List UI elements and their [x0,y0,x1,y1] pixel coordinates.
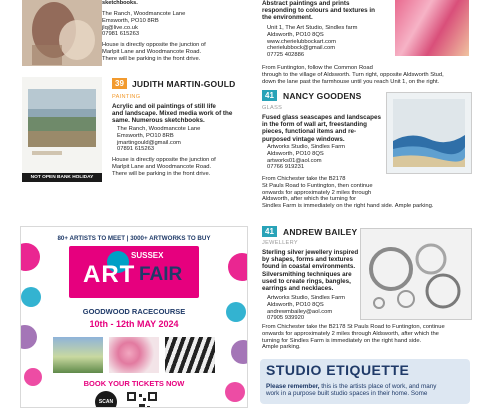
artist-name-nancy: NANCY GOODENS [283,91,362,101]
entry-number-41: 41 [262,226,277,237]
directions-41: From Chichester take the B2178 St Pauls Road to Funtington, continue onwards for approximately 2 miles through Aldsworth, after which the turning for Sindles Farm is immediately on the right hand side. Ample parking. [262,324,445,351]
category-39: PAINTING [112,94,141,100]
prev-desc-tail: sketchbooks. [102,0,138,6]
note-39: House is directly opposite the junction of Marlpit Lane and Woodmancote Road. There will be parking in the front drive. [112,157,216,177]
art-fair-logo: SUSSEX ART FAIR [69,246,199,298]
prev-address: The Ranch, Woodmancote Lane Emsworth, PO10 8RB jlq@live.co.uk 07981 615263 [102,11,186,38]
not-open-banner: NOT OPEN BANK HOLIDAY [22,173,102,182]
address-nancy: Artworks Studio, Sindles Farm Aldsworth, PO10 8QS artworks01@aol.com 07766 919231 [267,144,345,171]
glass-seascape [387,93,471,173]
etiquette-title: STUDIO ETIQUETTE [266,362,410,378]
artwork-photo-prev-2 [395,0,469,56]
directions-nancy: From Chichester take the B2178 St Pauls Road to Funtington, then continue onwards for approximately 2 miles through Aldsworth, after which the turning for Sindles Farm is immediately on the right hand side. Ample parking. [262,176,434,210]
prev-note: House is directly opposite the junction of Marlpit Lane and Woodmancote Road. There will be parking in the front drive. [102,42,206,62]
qr-code-icon[interactable] [125,390,159,408]
landscape-painting [22,77,102,173]
ad-thumbnail-2 [109,337,159,373]
artwork-illustration [22,0,102,66]
artist-name-41: ANDREW BAILEY [283,227,358,237]
prev-directions-2: From Funtington, follow the Common Road through to the village of Aldsworth. Turn right, opposite Aldsworth Stud, down the lane past the farmhouse until you reach Unit 1, on the right. [262,65,444,85]
silver-jewellery [361,229,471,319]
artwork-photo-39 [22,77,102,173]
ad-thumbnail-1 [53,337,103,373]
category-41: JEWELLERY [262,240,298,246]
category-nancy: GLASS [262,105,283,111]
ad-tagline: 80+ ARTISTS TO MEET | 3000+ ARTWORKS TO BUY [57,235,211,242]
description-nancy: Fused glass seascapes and landscapes in the form of wall art, freestanding pieces, functional items and re- purposed vintage windows. [262,114,382,143]
artwork-photo-nancy [386,92,472,174]
address-41: Artworks Studio, Sindles Farm Aldsworth, PO10 8QS andrewmbailey@aol.com 07905 939920 [267,295,345,322]
etiquette-text: Please remember, this is the artists place of work, and many work in a purpose built studio spaces in their home. Some [266,383,437,398]
artist-name-39: JUDITH MARTIN-GOULD [132,79,236,89]
ad-thumbnail-3 [165,337,215,373]
sussex-art-fair-ad [20,226,248,408]
prev-desc-2: Abstract paintings and prints responding to colours and textures in the environment. [262,0,376,22]
entry-number-39: 39 [112,78,127,89]
ad-cta[interactable]: BOOK YOUR TICKETS NOW [83,379,185,388]
prev-address-2: Unit 1, The Art Studio, Sindles farm Aldsworth, PO10 8QS www.cherielubbockart.com cherielubbock@gmail.com 07725 402886 [267,25,358,59]
address-39: The Ranch, Woodmancote Lane Emsworth, PO10 8RB jmartingould@gmail.com 07891 615263 [117,126,201,153]
scan-icon: SCAN [95,391,117,408]
entry-number-nancy: 41 [262,90,277,101]
ad-dates: 10th - 12th MAY 2024 [89,319,179,329]
description-41: Sterling silver jewellery inspired by shapes, forms and textures found in coastal environments. Silversmithing techniques are used to create rings, bangles, earrings and necklaces. [262,249,359,293]
ad-venue: GOODWOOD RACECOURSE [82,307,186,316]
artwork-photo-prev [22,0,102,66]
artwork-photo-41 [360,228,472,320]
description-39: Acrylic and oil paintings of still life and landscape. Mixed media work of the same. Numerous sketchbooks. [112,103,233,125]
